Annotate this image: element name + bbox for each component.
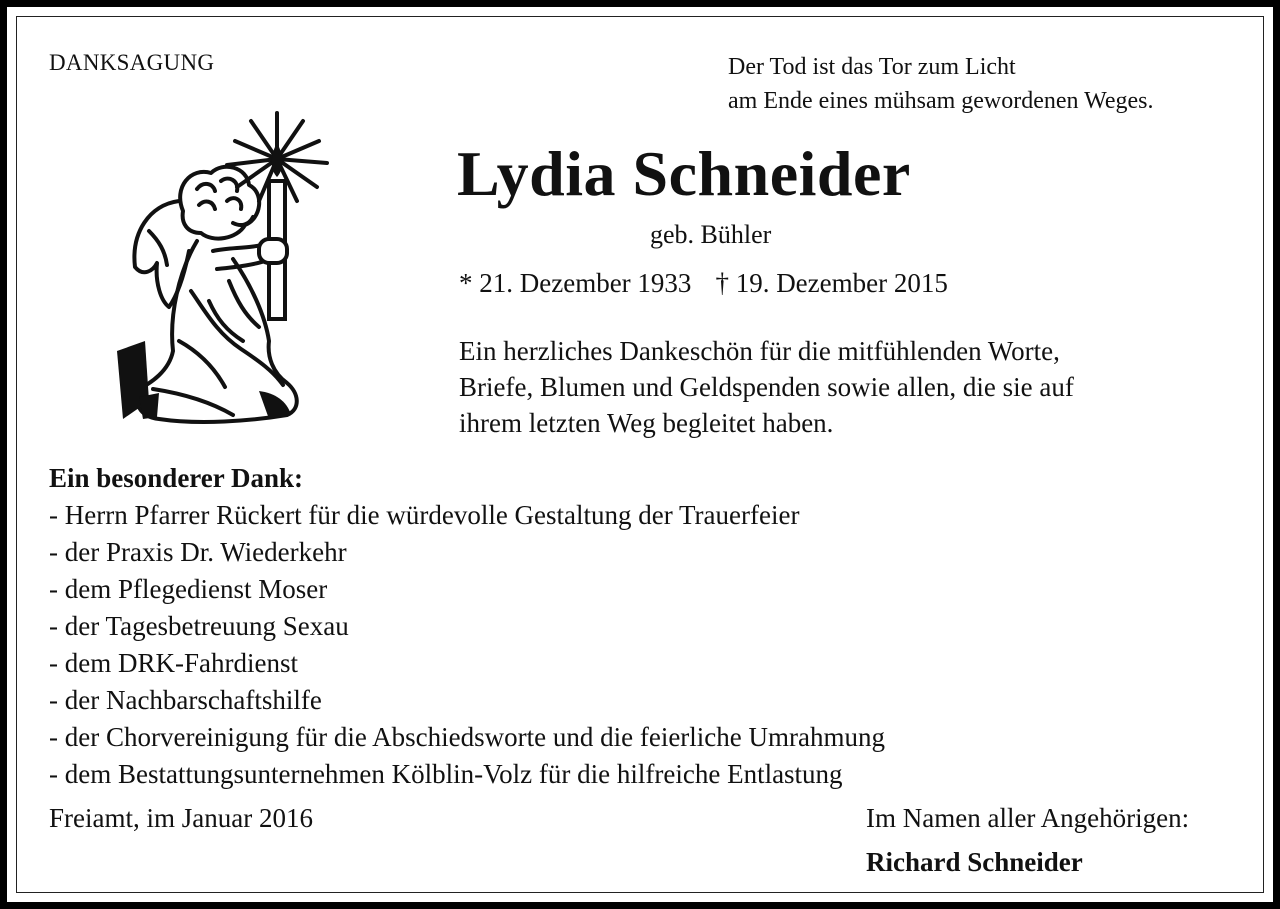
obituary-card bbox=[7, 7, 1273, 902]
list-item: - dem DRK-Fahrdienst bbox=[49, 648, 298, 678]
maiden-name: geb. Bühler bbox=[650, 220, 772, 249]
special-thanks-heading: Ein besonderer Dank: bbox=[49, 463, 304, 493]
list-item: - dem Pflegedienst Moser bbox=[49, 574, 328, 604]
thank-you-message bbox=[459, 333, 1074, 441]
inner-frame bbox=[16, 16, 1264, 893]
deceased-name: Lydia Schneider bbox=[457, 138, 911, 209]
signer-name: Richard Schneider bbox=[866, 847, 1083, 877]
life-dates bbox=[459, 268, 948, 299]
message-line-3: ihrem letzten Weg begleitet haben. bbox=[459, 408, 834, 438]
message-line-1: Ein herzliches Dankeschön für die mitfühlenden Worte, bbox=[459, 336, 1060, 366]
message-line-2: Briefe, Blumen und Geldspenden sowie allen, die sie auf bbox=[459, 372, 1074, 402]
death-date: † 19. Dezember 2015 bbox=[715, 268, 948, 298]
list-item: - der Praxis Dr. Wiederkehr bbox=[49, 537, 347, 567]
on-behalf-line: Im Namen aller Angehörigen: bbox=[866, 803, 1190, 833]
list-item: - Herrn Pfarrer Rückert für die würdevolle Gestaltung der Trauerfeier bbox=[49, 500, 800, 530]
kneeling-angel-with-candle-icon bbox=[109, 101, 347, 435]
list-item: - der Nachbarschaftshilfe bbox=[49, 685, 322, 715]
place-and-date: Freiamt, im Januar 2016 bbox=[49, 803, 313, 833]
notice-label: DANKSAGUNG bbox=[49, 50, 215, 75]
list-item: - der Chorvereinigung für die Abschiedsworte und die feierliche Umrahmung bbox=[49, 722, 885, 752]
list-item: - der Tagesbetreuung Sexau bbox=[49, 611, 349, 641]
special-thanks bbox=[49, 460, 885, 793]
birth-date: * 21. Dezember 1933 bbox=[459, 268, 692, 298]
quote-line-2: am Ende eines mühsam gewordenen Weges. bbox=[728, 88, 1154, 114]
epigraph-quote bbox=[728, 50, 1154, 118]
list-item: - dem Bestattungsunternehmen Kölblin-Volz für die hilfreiche Entlastung bbox=[49, 759, 843, 789]
quote-line-1: Der Tod ist das Tor zum Licht bbox=[728, 54, 1016, 80]
